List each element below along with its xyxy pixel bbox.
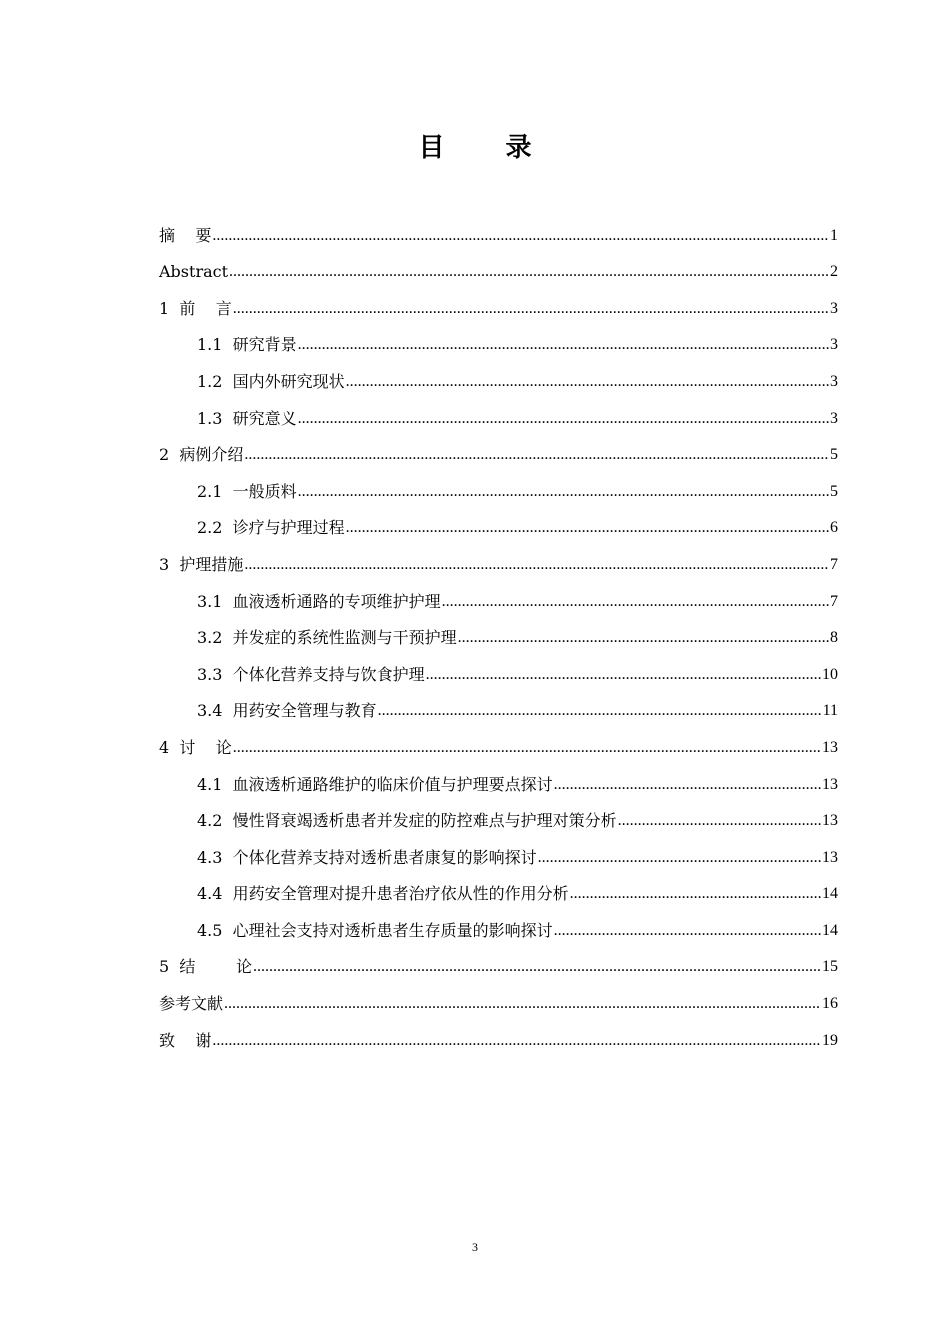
toc-entry-page: 5 <box>830 482 838 500</box>
toc-entry-page: 2 <box>830 263 838 281</box>
toc-dot-leader <box>298 335 829 355</box>
toc-dot-leader <box>212 226 829 246</box>
toc-entry-label: 2.2 诊疗与护理过程 <box>197 518 345 538</box>
toc-entry-page: 19 <box>822 1031 838 1049</box>
page-title: 目 录 <box>418 133 558 163</box>
toc-entry-label: 1.1 研究背景 <box>197 335 297 355</box>
toc-entry-label: 1.2 国内外研究现状 <box>197 371 345 391</box>
toc-entry-label: 3.2 并发症的系统性监测与干预护理 <box>197 628 457 648</box>
toc-entry[interactable] <box>159 1021 838 1058</box>
table-of-contents <box>159 216 838 1058</box>
toc-entry-page: 13 <box>822 848 838 866</box>
toc-entry-label: 4.5 心理社会支持对透析患者生存质量的影响探讨 <box>197 920 553 940</box>
toc-entry-page: 11 <box>822 702 838 720</box>
toc-entry[interactable] <box>159 582 838 619</box>
toc-entry[interactable] <box>159 436 838 473</box>
toc-entry-label: 1 前 言 <box>159 298 232 318</box>
toc-dot-leader <box>253 957 821 977</box>
toc-entry-page: 14 <box>822 885 838 903</box>
toc-entry-label: 4.4 用药安全管理对提升患者治疗依从性的作用分析 <box>197 884 569 904</box>
toc-entry-label: 4.2 慢性肾衰竭透析患者并发症的防控难点与护理对策分析 <box>197 811 617 831</box>
toc-entry[interactable] <box>159 875 838 912</box>
toc-dot-leader <box>538 848 821 868</box>
toc-entry-label: 4.3 个体化营养支持对透析患者康复的影响探讨 <box>197 847 537 867</box>
toc-entry-page: 15 <box>822 958 838 976</box>
toc-entry[interactable] <box>159 289 838 326</box>
toc-entry[interactable] <box>159 216 838 253</box>
toc-entry[interactable] <box>159 619 838 656</box>
toc-entry[interactable] <box>159 692 838 729</box>
toc-entry[interactable] <box>159 472 838 509</box>
toc-entry-page: 8 <box>830 629 838 647</box>
toc-dot-leader <box>554 921 821 941</box>
toc-entry-page: 5 <box>830 446 838 464</box>
toc-entry-label: 1.3 研究意义 <box>197 408 297 428</box>
toc-entry-page: 3 <box>830 336 838 354</box>
toc-entry-label: 3.3 个体化营养支持与饮食护理 <box>197 664 425 684</box>
toc-dot-leader <box>212 1031 821 1051</box>
toc-dot-leader <box>378 701 822 721</box>
toc-entry[interactable] <box>159 362 838 399</box>
toc-dot-leader <box>229 262 829 282</box>
toc-entry[interactable] <box>159 984 838 1021</box>
toc-entry[interactable] <box>159 399 838 436</box>
toc-dot-leader <box>442 592 829 612</box>
toc-dot-leader <box>298 409 829 429</box>
toc-entry-page: 7 <box>830 592 838 610</box>
toc-entry-page: 3 <box>830 299 838 317</box>
toc-entry[interactable] <box>159 326 838 363</box>
toc-entry-label: 5 结 论 <box>159 957 253 977</box>
toc-dot-leader <box>570 884 821 904</box>
toc-entry-label: 2.1 一般质料 <box>197 481 297 501</box>
toc-dot-leader <box>244 445 829 465</box>
toc-entry-label: 致 谢 <box>159 1030 212 1050</box>
toc-dot-leader <box>346 372 829 392</box>
page-number: 3 <box>472 1240 478 1254</box>
toc-entry-label: 3 护理措施 <box>159 554 244 574</box>
toc-entry[interactable] <box>159 802 838 839</box>
toc-entry-page: 13 <box>822 812 838 830</box>
toc-dot-leader <box>618 811 821 831</box>
toc-entry[interactable] <box>159 838 838 875</box>
toc-dot-leader <box>233 738 821 758</box>
toc-entry-label: 3.1 血液透析通路的专项维护护理 <box>197 591 441 611</box>
toc-entry-page: 16 <box>822 995 838 1013</box>
toc-entry-page: 3 <box>830 372 838 390</box>
toc-entry-label: 4 讨 论 <box>159 737 232 757</box>
toc-entry[interactable] <box>159 728 838 765</box>
toc-entry-page: 14 <box>822 921 838 939</box>
toc-entry[interactable] <box>159 545 838 582</box>
toc-entry-page: 3 <box>830 409 838 427</box>
toc-entry[interactable] <box>159 509 838 546</box>
toc-dot-leader <box>224 994 821 1014</box>
toc-entry-label: 4.1 血液透析通路维护的临床价值与护理要点探讨 <box>197 774 553 794</box>
toc-entry-label: Abstract <box>159 262 229 282</box>
toc-entry-page: 10 <box>822 665 838 683</box>
toc-entry-page: 7 <box>830 555 838 573</box>
toc-entry[interactable] <box>159 655 838 692</box>
toc-entry-page: 6 <box>830 519 838 537</box>
toc-entry[interactable] <box>159 253 838 290</box>
toc-entry-page: 13 <box>822 738 838 756</box>
toc-dot-leader <box>346 518 829 538</box>
toc-dot-leader <box>426 665 821 685</box>
toc-dot-leader <box>233 299 829 319</box>
toc-dot-leader <box>244 555 829 575</box>
toc-entry-page: 1 <box>830 226 838 244</box>
toc-entry-label: 2 病例介绍 <box>159 445 244 465</box>
toc-entry[interactable] <box>159 765 838 802</box>
toc-entry[interactable] <box>159 948 838 985</box>
toc-entry[interactable] <box>159 911 838 948</box>
toc-entry-page: 13 <box>822 775 838 793</box>
toc-dot-leader <box>458 628 829 648</box>
toc-dot-leader <box>298 482 829 502</box>
toc-entry-label: 摘 要 <box>159 225 212 245</box>
toc-dot-leader <box>554 775 821 795</box>
toc-entry-label: 3.4 用药安全管理与教育 <box>197 701 377 721</box>
toc-entry-label: 参考文献 <box>159 994 224 1014</box>
